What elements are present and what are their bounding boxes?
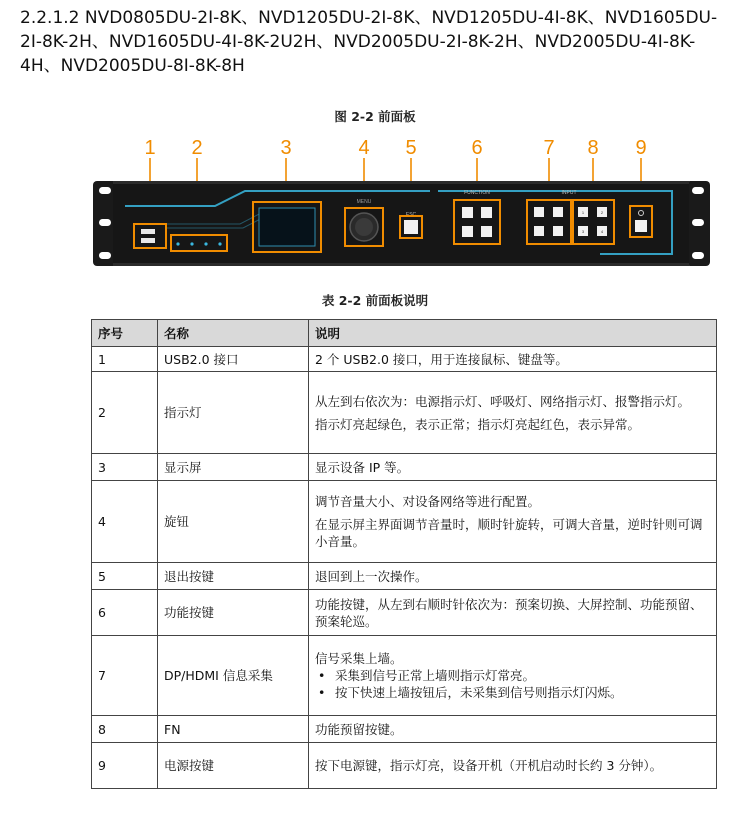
callout-1: 1 [144,137,156,159]
callout-6: 6 [471,137,483,159]
table-row [92,481,717,563]
row-number: 6 [92,590,158,636]
row-number: 1 [92,347,158,372]
input-key [534,207,544,217]
function-key [462,207,473,218]
row-number: 3 [92,454,158,481]
header-name: 名称 [158,320,309,347]
section-heading: 2.2.1.2 NVD0805DU-2I-8K、NVD1205DU-2I-8K、NVD1205DU-4I-8K、NVD1605DU-2I-8K-2H、NVD1605DU-4I-8K-2U2H、NVD2005DU-2I-8K-2H、NVD2005DU-4I-8K-4H、NVD2005DU-8I-8K-8H [20,8,718,76]
header-description: 说明 [309,320,717,347]
breathing-indicator-icon [190,242,193,245]
header-number: 序号 [92,320,158,347]
callout-2: 2 [191,137,203,159]
callout-4: 4 [358,137,370,159]
function-key [481,226,492,237]
row-name: 旋钮 [158,481,309,563]
power-button [635,220,647,232]
figure-caption: 图 2-2 前面板 [334,109,416,124]
callout-9: 9 [635,137,647,159]
row-description: 功能预留按键。 [309,716,717,743]
row-number: 4 [92,481,158,563]
table-row [92,716,717,743]
usb-port-icon [141,238,155,243]
table-row [92,590,717,636]
row-number: 7 [92,636,158,716]
fn-key-label: 1 [581,210,585,215]
function-key [481,207,492,218]
function-key [462,226,473,237]
callout-8: 8 [587,137,599,159]
table-row [92,372,717,454]
usb-port-icon [141,229,155,234]
callout-3: 3 [280,137,292,159]
table-row [92,347,717,372]
row-name: 显示屏 [158,454,309,481]
row-number: 8 [92,716,158,743]
table-row [92,454,717,481]
fn-key-label: 4 [600,229,604,234]
table-row [92,743,717,789]
row-number: 9 [92,743,158,789]
display-screen [259,208,315,246]
row-name: 电源按键 [158,743,309,789]
row-description: 从左到右依次为：电源指示灯、呼吸灯、网络指示灯、报警指示灯。 指示灯亮起绿色，表示正常；指示灯亮起红色，表示异常。 [309,372,717,454]
table-row [92,563,717,590]
row-description: 信号采集上墙。 • 采集到信号正常上墙则指示灯常亮。 • 按下快速上墙按钮后，未采集到信号则指示灯闪烁。 [309,636,717,716]
callout-7: 7 [543,137,555,159]
row-description: 显示设备 IP 等。 [309,454,717,481]
table-header-row [92,320,717,347]
row-name: FN [158,716,309,743]
row-number: 5 [92,563,158,590]
esc-button [404,220,418,234]
row-number: 2 [92,372,158,454]
alarm-indicator-icon [218,242,221,245]
row-description: 调节音量大小、对设备网络等进行配置。 在显示屏主界面调节音量时，顺时针旋转，可调大音量，逆时针则可调小音量。 [309,481,717,563]
input-key [553,226,563,236]
row-name: 功能按键 [158,590,309,636]
menu-label: MENU [356,199,372,205]
function-label: FUNCTION [464,190,490,196]
row-name: 退出按键 [158,563,309,590]
table-row [92,636,717,716]
row-description: 2 个 USB2.0 接口，用于连接鼠标、键盘等。 [309,347,717,372]
row-description: 退回到上一次操作。 [309,563,717,590]
power-indicator-icon [176,242,179,245]
row-name: DP/HDMI 信息采集 [158,636,309,716]
front-panel-figure [0,136,750,286]
input-label: INPUT [561,190,577,196]
row-description: 按下电源键，指示灯亮，设备开机（开机启动时长约 3 分钟）。 [309,743,717,789]
fn-key-label: 2 [600,210,604,215]
callout-5: 5 [405,137,417,159]
fn-key-label: 3 [581,229,585,234]
bullet-item: • 采集到信号正常上墙则指示灯常亮。 [315,667,710,684]
network-indicator-icon [204,242,207,245]
table-caption: 表 2-2 前面板说明 [321,293,429,308]
input-key [534,226,544,236]
esc-label: ESC [405,212,417,218]
front-panel-table [91,319,717,789]
row-description: 功能按键，从左到右顺时针依次为：预案切换、大屏控制、功能预留、预案轮巡。 [309,590,717,636]
row-name: 指示灯 [158,372,309,454]
input-key [553,207,563,217]
row-name: USB2.0 接口 [158,347,309,372]
bullet-item: • 按下快速上墙按钮后，未采集到信号则指示灯闪烁。 [315,684,710,701]
